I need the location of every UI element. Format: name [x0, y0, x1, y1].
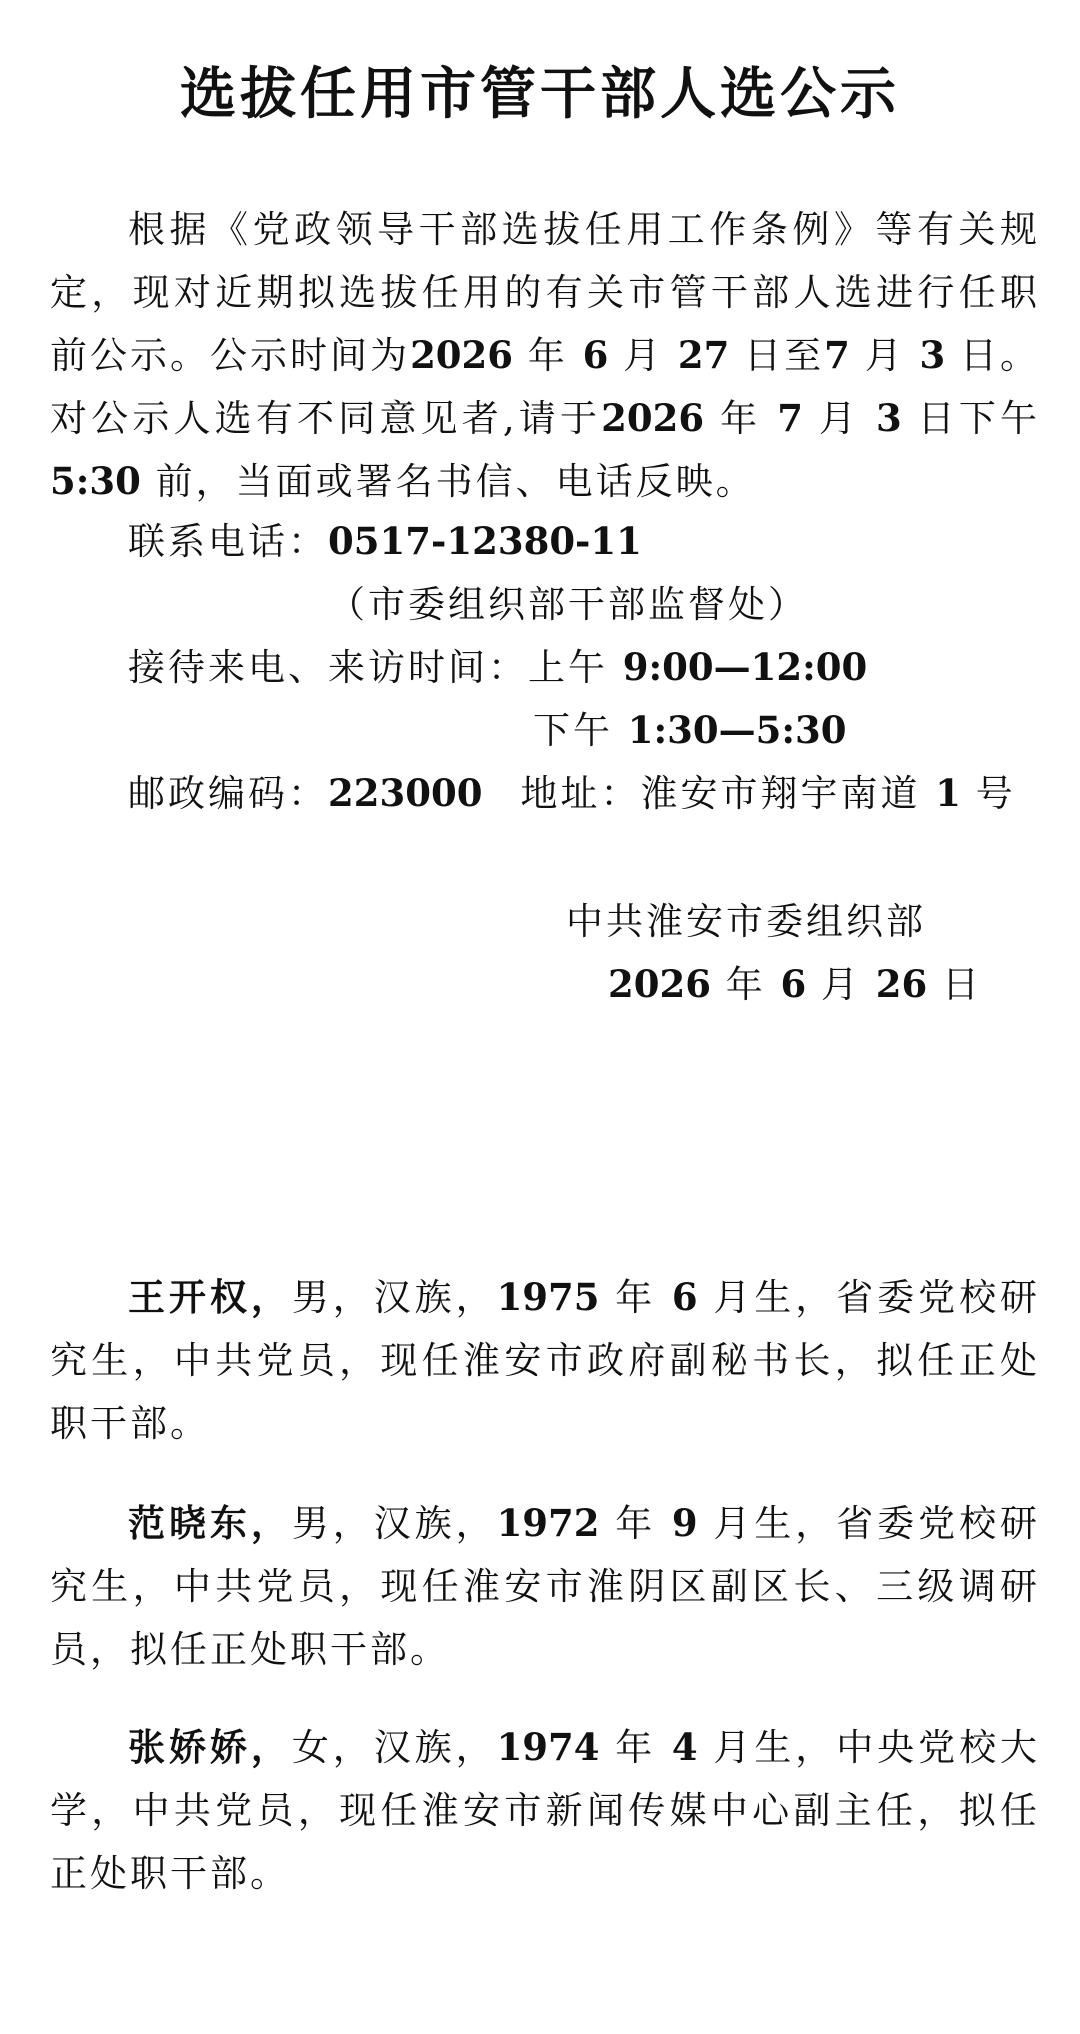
intro-text: 月 [608, 334, 678, 377]
candidate-birth-year: 1972 [496, 1501, 600, 1545]
reception-hours-line [128, 636, 867, 699]
address-label: 地址： [520, 772, 641, 815]
candidate-name: 范晓东 [128, 1501, 251, 1545]
contact-phone-line [128, 510, 642, 573]
intro-text: 月 [802, 397, 876, 440]
intro-text: 日下午 [901, 397, 1041, 440]
signature-text: 月 [806, 963, 876, 1006]
candidate-birth-month: 9 [671, 1501, 698, 1545]
signature-org: 中共淮安市委组织部 [566, 900, 926, 943]
candidate-text: 年 [599, 1276, 672, 1319]
candidate-entry [50, 1492, 1040, 1681]
candidate-name: 张娇娇 [128, 1725, 251, 1769]
page-title: 选拔任用市管干部人选公示 [180, 61, 900, 127]
intro-text: 日。对公示人选有不同意见者,请于 [50, 334, 1040, 440]
candidate-birth-month: 6 [671, 1275, 698, 1319]
deadline-month: 7 [777, 396, 803, 440]
candidate-text: 年 [599, 1502, 672, 1545]
afternoon-hours: 1:30—5:30 [627, 708, 847, 752]
intro-text: 根据《党政领导干部选拔任用工作条例》等有关规定，现对近期拟选拔任用的有关市管干部人选进行任职前公示。公示时间为 [50, 208, 1040, 377]
morning-label: 上午 [528, 646, 623, 689]
candidate-entry [50, 1266, 1040, 1455]
signature-day: 26 [875, 962, 928, 1006]
contact-department: （市委组织部干部监督处） [328, 583, 808, 626]
signature-text: 年 [710, 963, 781, 1006]
candidate-text: 女，汉族， [291, 1726, 497, 1769]
hours-label: 接待来电、来访时间： [128, 646, 528, 689]
deadline-year: 2026 [601, 396, 705, 440]
candidate-text: 男，汉族， [291, 1502, 497, 1545]
signature-year: 2026 [608, 962, 711, 1006]
address: 淮安市翔宇南道 [640, 772, 936, 815]
afternoon-label: 下午 [533, 709, 628, 752]
publicity-end-day: 3 [919, 333, 946, 377]
candidate-separator: ， [250, 1501, 292, 1545]
candidate-text: 月生，省委党校研究生，中共党员，现任淮安市淮阴区副区长、三级调研员，拟任正处职干部。 [50, 1502, 1041, 1671]
candidate-text: 月生，省委党校研究生，中共党员，现任淮安市政府副秘书长，拟任正处职干部。 [50, 1276, 1041, 1445]
postcode: 223000 [328, 771, 483, 815]
phone-label: 联系电话： [128, 520, 328, 563]
deadline-time: 5:30 [50, 459, 141, 503]
address-suffix: 号 [960, 772, 1016, 815]
intro-text: 年 [513, 334, 583, 377]
address-number: 1 [935, 771, 961, 815]
intro-text: 年 [704, 397, 778, 440]
candidate-separator: ， [250, 1725, 292, 1769]
candidate-birth-year: 1975 [496, 1275, 600, 1319]
candidate-birth-year: 1974 [496, 1725, 600, 1769]
publicity-start-day: 27 [677, 333, 730, 377]
candidate-separator: ， [250, 1275, 292, 1319]
candidate-text: 月生，中央党校大学，中共党员，现任淮安市新闻传媒中心副主任，拟任正处职干部。 [50, 1726, 1041, 1895]
publicity-start-year: 2026 [410, 333, 514, 377]
candidate-birth-month: 4 [671, 1725, 698, 1769]
candidate-text: 年 [599, 1726, 672, 1769]
intro-text: 日至 [729, 334, 825, 377]
candidate-text: 男，汉族， [291, 1276, 497, 1319]
postcode-address-line [128, 762, 1016, 825]
afternoon-hours-line [533, 699, 847, 762]
signature-month: 6 [780, 962, 807, 1006]
intro-text: 月 [849, 334, 920, 377]
intro-paragraph [50, 198, 1040, 513]
phone-number: 0517-12380-11 [328, 519, 642, 563]
candidate-name: 王开权 [128, 1275, 251, 1319]
deadline-day: 3 [875, 396, 902, 440]
publicity-start-month: 6 [582, 333, 609, 377]
morning-hours: 9:00—12:00 [622, 645, 868, 689]
signature-text: 日 [927, 963, 983, 1006]
candidate-entry [50, 1716, 1040, 1905]
publicity-end-month: 7 [824, 333, 850, 377]
signature-date [608, 953, 982, 1016]
intro-text: 前，当面或署名书信、电话反映。 [140, 460, 756, 503]
postcode-label: 邮政编码： [128, 772, 328, 815]
